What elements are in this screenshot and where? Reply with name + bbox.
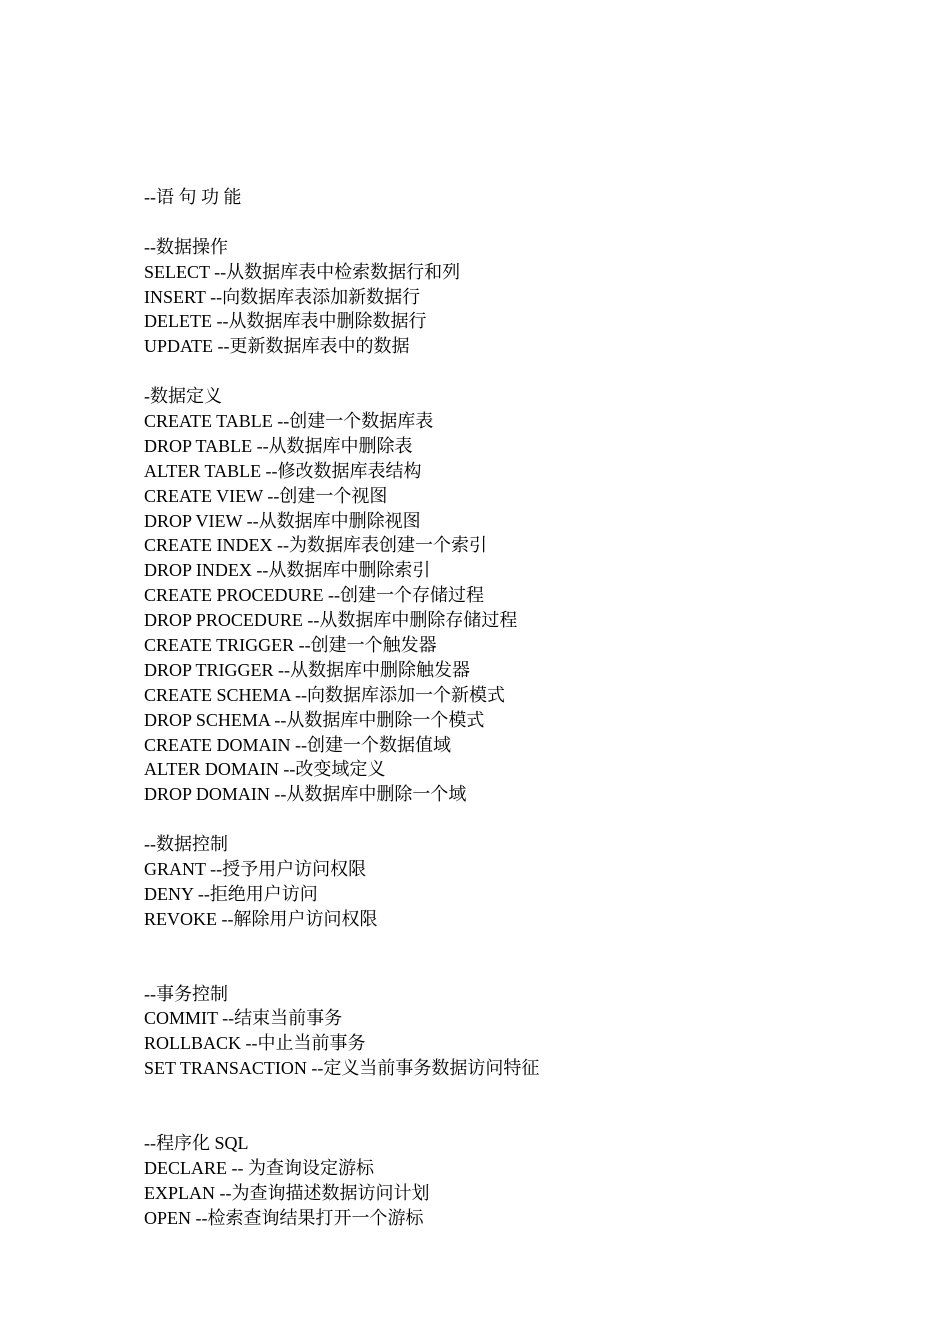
section-heading: --数据操作: [144, 236, 228, 257]
section-heading: --数据控制: [144, 834, 228, 855]
statement-line: DECLARE -- 为查询设定游标: [144, 1157, 374, 1178]
statement-line: CREATE DOMAIN --创建一个数据值域: [144, 734, 451, 755]
statement-line: DROP VIEW --从数据库中删除视图: [144, 510, 421, 531]
statement-line: CREATE TABLE --创建一个数据库表: [144, 411, 434, 432]
spacer: [144, 210, 904, 235]
statement-line: CREATE SCHEMA --向数据库添加一个新模式: [144, 684, 506, 705]
spacer: [144, 1081, 904, 1131]
statement-line: EXPLAN --为查询描述数据访问计划: [144, 1182, 430, 1203]
statement-line: DROP TRIGGER --从数据库中删除触发器: [144, 659, 471, 680]
statement-line: REVOKE --解除用户访问权限: [144, 908, 378, 929]
section-transaction-control: [144, 982, 904, 1082]
statement-line: DENY --拒绝用户访问: [144, 883, 318, 904]
document-content: [144, 185, 904, 1230]
statement-line: DROP DOMAIN --从数据库中删除一个域: [144, 784, 467, 805]
document-title: --语 句 功 能: [144, 187, 242, 207]
section-heading: --程序化 SQL: [144, 1132, 249, 1153]
statement-line: CREATE PROCEDURE --创建一个存储过程: [144, 585, 485, 606]
statement-line: INSERT --向数据库表添加新数据行: [144, 286, 421, 307]
statement-line: DELETE --从数据库表中删除数据行: [144, 311, 427, 332]
spacer: [144, 932, 904, 982]
statement-line: SET TRANSACTION --定义当前事务数据访问特征: [144, 1058, 540, 1079]
statement-line: DROP SCHEMA --从数据库中删除一个模式: [144, 709, 485, 730]
statement-line: CREATE INDEX --为数据库表创建一个索引: [144, 535, 487, 556]
statement-line: OPEN --检索查询结果打开一个游标: [144, 1207, 424, 1228]
statement-line: DROP PROCEDURE --从数据库中删除存储过程: [144, 610, 518, 631]
spacer: [144, 359, 904, 384]
statement-line: CREATE TRIGGER --创建一个触发器: [144, 635, 437, 656]
section-programmatic-sql: [144, 1131, 904, 1231]
section-data-manipulation: [144, 235, 904, 359]
statement-line: SELECT --从数据库表中检索数据行和列: [144, 261, 461, 282]
statement-line: DROP INDEX --从数据库中删除索引: [144, 560, 431, 581]
statement-line: ALTER TABLE --修改数据库表结构: [144, 460, 422, 481]
statement-line: ALTER DOMAIN --改变域定义: [144, 759, 386, 780]
statement-line: ROLLBACK --中止当前事务: [144, 1033, 366, 1054]
statement-line: COMMIT --结束当前事务: [144, 1008, 343, 1029]
statement-line: GRANT --授予用户访问权限: [144, 859, 367, 880]
statement-line: CREATE VIEW --创建一个视图: [144, 485, 388, 506]
section-heading: --事务控制: [144, 983, 228, 1004]
section-data-definition: [144, 384, 904, 807]
spacer: [144, 807, 904, 832]
statement-line: DROP TABLE --从数据库中删除表: [144, 435, 413, 456]
section-heading: -数据定义: [144, 386, 222, 407]
statement-line: UPDATE --更新数据库表中的数据: [144, 336, 410, 357]
section-data-control: [144, 832, 904, 932]
